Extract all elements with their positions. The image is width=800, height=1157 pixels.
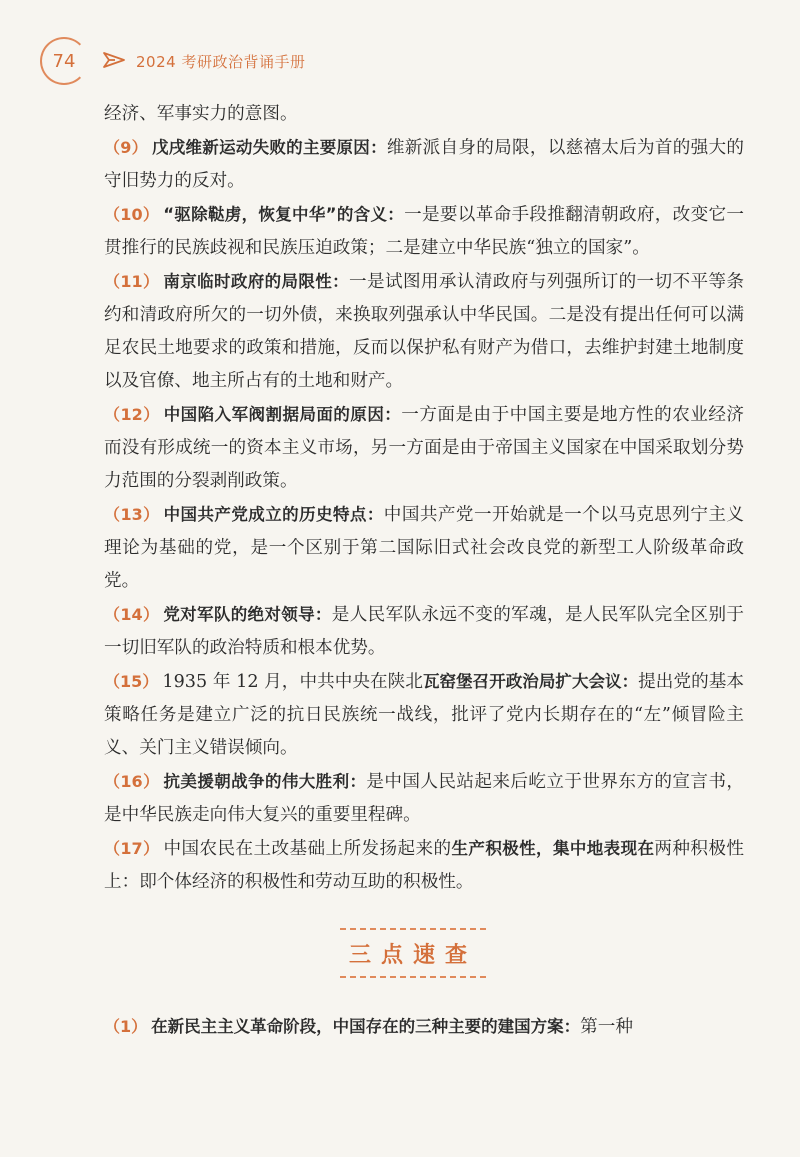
paragraph bbox=[104, 131, 744, 198]
paragraph bbox=[104, 198, 744, 265]
paragraph-text: 是中国人民站起来后屹立于世界东方的宣言书，是中华民族走向伟大复兴的重要里程碑。 bbox=[104, 772, 744, 825]
paragraph bbox=[104, 832, 744, 899]
section-title: 三点速查 bbox=[348, 942, 477, 968]
page-header bbox=[40, 36, 305, 86]
paragraph-text: 一是试图用承认清政府与列强所订的一切不平等条约和清政府所欠的一切外债，来换取列强承认中华民国。二是没有提出任何可以满足农民土地要求的政策和措施，反而以保护私有财产为借口，去维护封建土地制度以及官僚、地主所占有的土地和财产。 bbox=[104, 272, 744, 391]
paragraph-pre-text: 1935 年 12 月，中共中央在陕北 bbox=[162, 672, 423, 692]
paragraph-text: 一是要以革命手段推翻清朝政府，改变它一贯推行的民族歧视和民族压迫政策；二是建立中华民族“独立的国家”。 bbox=[104, 205, 744, 258]
paragraph bbox=[104, 598, 744, 665]
item-heading: 党对军队的绝对领导： bbox=[163, 605, 332, 624]
paragraph-text: 是人民军队永远不变的军魂，是人民军队完全区别于一切旧军队的政治特质和根本优势。 bbox=[104, 605, 744, 658]
book-title: 2024 考研政治背诵手册 bbox=[136, 52, 306, 71]
paragraph-text: 维新派自身的局限，以慈禧太后为首的强大的守旧势力的反对。 bbox=[104, 138, 744, 191]
paragraph-pre-text: 中国农民在土改基础上所发扬起来的 bbox=[163, 839, 452, 859]
item-heading: 戊戌维新运动失败的主要原因： bbox=[151, 138, 387, 157]
paragraph-text: 中国共产党一开始就是一个以马克思列宁主义理论为基础的党，是一个区别于第二国际旧式社会改良党的新型工人阶级革命政党。 bbox=[104, 505, 744, 591]
item-number: （9） bbox=[104, 138, 148, 157]
item-heading: 南京临时政府的局限性： bbox=[163, 272, 350, 291]
paragraph bbox=[104, 498, 744, 598]
item-number: （10） bbox=[104, 205, 160, 224]
paragraph bbox=[104, 1010, 744, 1044]
item-number: （16） bbox=[104, 772, 160, 791]
item-heading: 在新民主主义革命阶段，中国存在的三种主要的建国方案： bbox=[151, 1017, 581, 1036]
paragraph bbox=[104, 398, 744, 498]
item-number: （15） bbox=[104, 672, 159, 691]
item-number: （14） bbox=[104, 605, 160, 624]
page-number: 74 bbox=[40, 37, 88, 85]
item-heading: 中国共产党成立的历史特点： bbox=[163, 505, 384, 524]
item-heading: 瓦窑堡召开政治局扩大会议： bbox=[422, 672, 639, 691]
item-number: （13） bbox=[104, 505, 160, 524]
main-content bbox=[104, 98, 744, 899]
paragraph-text: 第一种 bbox=[580, 1017, 633, 1037]
section-heading-box bbox=[340, 928, 486, 978]
paragraph-text: 经济、军事实力的意图。 bbox=[104, 104, 298, 124]
paragraph bbox=[104, 98, 744, 131]
item-heading: 中国陷入军阀割据局面的原因： bbox=[163, 405, 402, 424]
item-number: （17） bbox=[104, 839, 160, 858]
paragraph bbox=[104, 665, 744, 765]
item-heading: “驱除鞑虏，恢复中华”的含义： bbox=[163, 205, 405, 224]
item-number: （1） bbox=[104, 1017, 148, 1036]
paragraph bbox=[104, 265, 744, 398]
item-heading: 生产积极性，集中地表现在 bbox=[451, 839, 655, 858]
item-heading: 抗美援朝战争的伟大胜利： bbox=[163, 772, 367, 791]
item-number: （12） bbox=[104, 405, 160, 424]
section-content bbox=[104, 1010, 744, 1044]
paragraph-text: 提出党的基本策略任务是建立广泛的抗日民族统一战线，批评了党内长期存在的“左”倾冒险主义、关门主义错误倾向。 bbox=[104, 672, 744, 758]
paragraph-text: 一方面是由于中国主要是地方性的农业经济而没有形成统一的资本主义市场，另一方面是由于帝国主义国家在中国采取划分势力范围的分裂剥削政策。 bbox=[104, 405, 744, 491]
paragraph bbox=[104, 765, 744, 832]
paragraph-text: 两种积极性上：即个体经济的积极性和劳动互助的积极性。 bbox=[104, 839, 744, 892]
paper-plane-icon bbox=[102, 49, 126, 73]
item-number: （11） bbox=[104, 272, 160, 291]
